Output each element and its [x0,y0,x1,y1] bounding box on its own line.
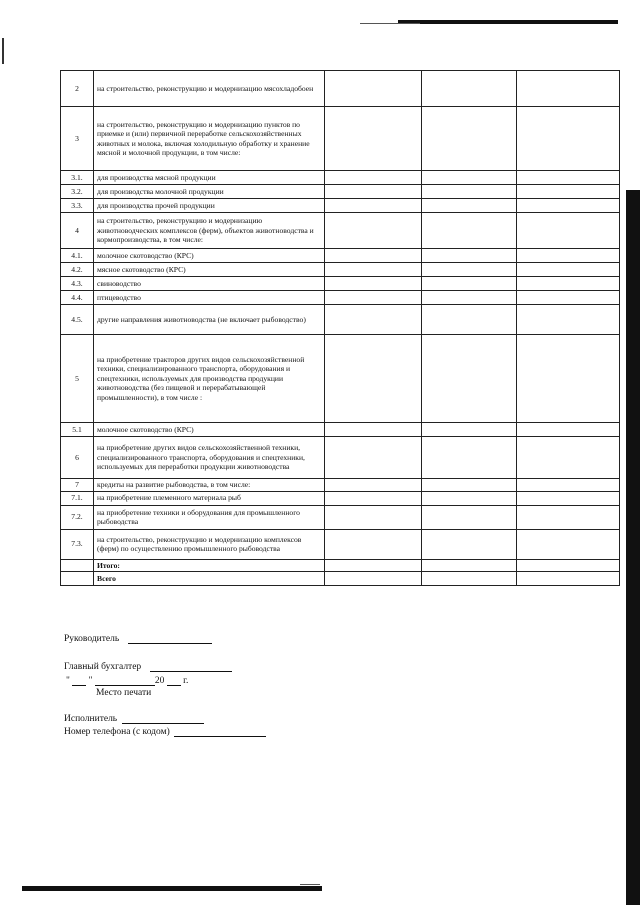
table-row [61,479,620,492]
date-year-suffix: г. [183,676,189,686]
row-number: 3.1. [61,171,94,185]
value-cell-4[interactable] [422,572,517,586]
row-description: Итого: [94,559,325,572]
table-row [61,437,620,479]
scan-bottom-rule [22,886,322,891]
row-number: 4 [61,213,94,249]
table-row [61,185,620,199]
date-day-blank[interactable] [72,676,86,686]
value-cell-4[interactable] [422,491,517,505]
value-cell-4[interactable] [422,263,517,277]
stamp-place [96,688,151,698]
row-number: 4.1. [61,249,94,263]
row-number: 4.3. [61,277,94,291]
table-row [61,559,620,572]
value-cell-3[interactable] [325,491,422,505]
value-cell-4[interactable] [422,71,517,107]
scan-right-edge-shadow [626,190,640,905]
value-cell-4[interactable] [422,559,517,572]
value-cell-4[interactable] [422,185,517,199]
value-cell-4[interactable] [422,249,517,263]
row-number: 6 [61,437,94,479]
value-cell-4[interactable] [422,423,517,437]
table-row [61,107,620,171]
head-signature-blank[interactable] [128,634,212,644]
value-cell-4[interactable] [422,335,517,423]
value-cell-3[interactable] [325,559,422,572]
value-cell-3[interactable] [325,199,422,213]
value-cell-3[interactable] [325,263,422,277]
accountant-label: Главный бухгалтер [64,662,142,672]
value-cell-4[interactable] [422,291,517,305]
executor-line [64,714,204,724]
date-open-quote: " [66,676,70,686]
row-description: молочное скотоводство (КРС) [94,423,325,437]
row-number: 4.4. [61,291,94,305]
date-year-blank[interactable] [167,676,181,686]
accountant-signature-blank[interactable] [150,662,232,672]
date-mid-quote: " [88,676,93,686]
row-description: на приобретение других видов сельскохозяйственной техники, специализированного транспорта, оборудования и спецтехники, используемых для переработки продукции животноводства [94,437,325,479]
value-cell-3[interactable] [325,107,422,171]
value-cell-5[interactable] [517,71,620,107]
table-row [61,277,620,291]
value-cell-3[interactable] [325,423,422,437]
value-cell-3[interactable] [325,213,422,249]
value-cell-5[interactable] [517,305,620,335]
row-description: на строительство, реконструкцию и модернизацию мясохладобоен [94,71,325,107]
row-number: 3.3. [61,199,94,213]
table-row [61,572,620,586]
table-row [61,491,620,505]
value-cell-3[interactable] [325,249,422,263]
value-cell-5[interactable] [517,171,620,185]
executor-blank[interactable] [122,714,204,724]
phone-blank[interactable] [174,727,266,737]
table-row [61,171,620,185]
value-cell-5[interactable] [517,213,620,249]
value-cell-4[interactable] [422,505,517,529]
value-cell-5[interactable] [517,107,620,171]
scan-bottom-rule-thin [300,884,320,885]
row-number: 3.2. [61,185,94,199]
value-cell-5[interactable] [517,559,620,572]
value-cell-5[interactable] [517,505,620,529]
value-cell-5[interactable] [517,479,620,492]
table-row [61,505,620,529]
value-cell-3[interactable] [325,291,422,305]
row-description: Всего [94,572,325,586]
stamp-label: Место печати [96,688,152,698]
executor-label: Исполнитель [64,714,118,724]
value-cell-3[interactable] [325,305,422,335]
phone-label: Номер телефона (с кодом) [64,727,170,737]
row-number: 5.1 [61,423,94,437]
table-row [61,529,620,559]
row-description: на приобретение племенного материала рыб [94,491,325,505]
row-description: свиноводство [94,277,325,291]
row-number: 7.3. [61,529,94,559]
table-row [61,213,620,249]
row-number: 3 [61,107,94,171]
row-number [61,559,94,572]
credit-table [60,70,620,586]
row-number [61,572,94,586]
value-cell-5[interactable] [517,263,620,277]
value-cell-5[interactable] [517,491,620,505]
value-cell-3[interactable] [325,572,422,586]
row-number: 4.2. [61,263,94,277]
scan-left-mark [2,38,4,64]
value-cell-5[interactable] [517,335,620,423]
date-year-prefix: 20 [154,676,165,686]
phone-line [64,727,266,737]
row-number: 7.2. [61,505,94,529]
value-cell-4[interactable] [422,199,517,213]
table-row [61,263,620,277]
value-cell-3[interactable] [325,185,422,199]
scan-top-rule-thin [360,23,420,24]
accountant-signature-line [64,662,232,672]
row-number: 5 [61,335,94,423]
value-cell-4[interactable] [422,277,517,291]
date-month-blank[interactable] [95,676,155,686]
row-description: для производства молочной продукции [94,185,325,199]
row-description: молочное скотоводство (КРС) [94,249,325,263]
table-row [61,71,620,107]
head-signature-line [64,634,212,644]
value-cell-4[interactable] [422,437,517,479]
value-cell-4[interactable] [422,171,517,185]
value-cell-5[interactable] [517,423,620,437]
row-description: на приобретение тракторов других видов сельскохозяйственной техники, специализированного транспорта, оборудования и спецтехники, используемых для производства продукции животноводства (без пищевой и перерабатывающей промышленности), в том числе : [94,335,325,423]
value-cell-5[interactable] [517,529,620,559]
date-line [66,676,188,686]
row-number: 4.5. [61,305,94,335]
table-row [61,291,620,305]
row-number: 7 [61,479,94,492]
value-cell-4[interactable] [422,107,517,171]
row-number: 7.1. [61,491,94,505]
value-cell-5[interactable] [517,185,620,199]
value-cell-3[interactable] [325,277,422,291]
row-description: на строительство, реконструкцию и модернизацию комплексов (ферм) по осуществлению промышленного рыбоводства [94,529,325,559]
row-description: птицеводство [94,291,325,305]
value-cell-5[interactable] [517,199,620,213]
value-cell-3[interactable] [325,505,422,529]
value-cell-4[interactable] [422,529,517,559]
value-cell-5[interactable] [517,437,620,479]
value-cell-5[interactable] [517,277,620,291]
table-row [61,335,620,423]
value-cell-4[interactable] [422,479,517,492]
value-cell-3[interactable] [325,529,422,559]
table-row [61,305,620,335]
table-row [61,249,620,263]
value-cell-5[interactable] [517,249,620,263]
value-cell-5[interactable] [517,572,620,586]
value-cell-4[interactable] [422,213,517,249]
row-description: кредиты на развитие рыбоводства, в том числе: [94,479,325,492]
row-description: на приобретение техники и оборудования для промышленного рыбоводства [94,505,325,529]
value-cell-5[interactable] [517,291,620,305]
row-description: другие направления животноводства (не включает рыбоводство) [94,305,325,335]
value-cell-3[interactable] [325,171,422,185]
row-description: на строительство, реконструкцию и модернизацию животноводческих комплексов (ферм), объектов животноводства и кормопроизводства, в том числе: [94,213,325,249]
row-description: для производства прочей продукции [94,199,325,213]
credit-table-body [61,71,620,586]
value-cell-3[interactable] [325,479,422,492]
head-label: Руководитель [64,634,120,644]
table-row [61,199,620,213]
value-cell-4[interactable] [422,305,517,335]
row-description: мясное скотоводство (КРС) [94,263,325,277]
row-number: 2 [61,71,94,107]
value-cell-3[interactable] [325,437,422,479]
value-cell-3[interactable] [325,335,422,423]
row-description: на строительство, реконструкцию и модернизацию пунктов по приемке и (или) первичной переработке сельскохозяйственных животных и молока, включая холодильную обработку и хранение мясной и молочной продукции, в том числе: [94,107,325,171]
scan-top-rule [398,20,618,24]
row-description: для производства мясной продукции [94,171,325,185]
value-cell-3[interactable] [325,71,422,107]
table-row [61,423,620,437]
